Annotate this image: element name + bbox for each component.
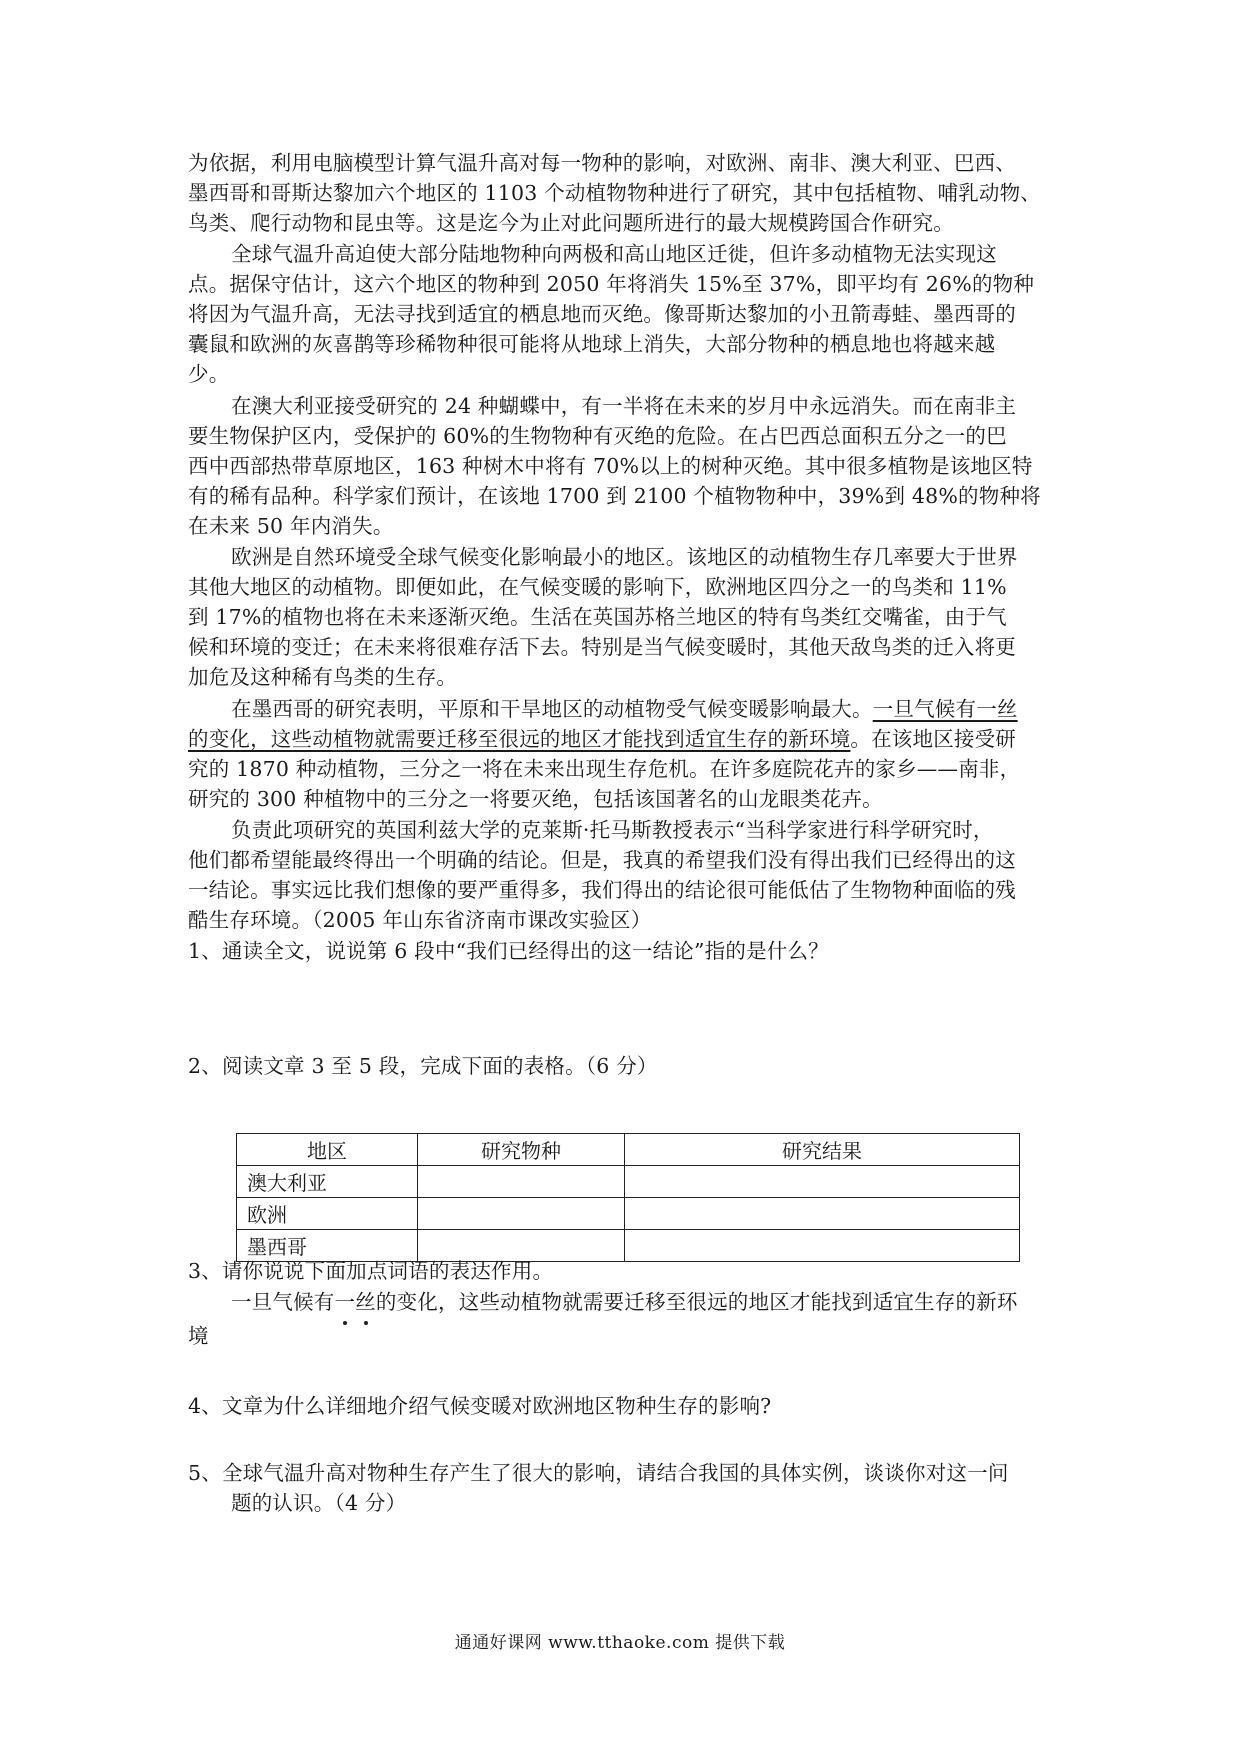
table-cell-region: 澳大利亚 [237, 1166, 418, 1198]
dotted-word-char: 丝 [355, 1287, 376, 1317]
table-header-cell: 研究结果 [625, 1134, 1020, 1166]
paragraph-5-text: 在墨西哥的研究表明，平原和干旱地区的动植物受气候变暖影响最大。 [231, 697, 873, 721]
paragraph-3-line-1: 在澳大利亚接受研究的 24 种蝴蝶中，有一半将在未来的岁月中永远消失。而在南非主 [231, 394, 1017, 418]
paragraph-1-line-3: 鸟类、爬行动物和昆虫等。这是迄今为止对此问题所进行的最大规模跨国合作研究。 [188, 211, 954, 235]
paragraph-3-line-3: 西中西部热带草原地区，163 种树木中将有 70%以上的树种灭绝。其中很多植物是该地区特 [188, 454, 1033, 478]
question-3-text: 的变化，这些动植物就需要迁移至很远的地区才能找到适宜生存的新环 [375, 1290, 1018, 1314]
answer-table [236, 1133, 1020, 1262]
paragraph-4-line-2: 其他大地区的动植物。即便如此，在气候变暖的影响下，欧洲地区四分之一的鸟类和 11% [188, 575, 1007, 599]
paragraph-6-line-2: 他们都希望能最终得出一个明确的结论。但是，我真的希望我们没有得出我们已经得出的这 [188, 848, 1016, 872]
paragraph-5-line-1 [231, 694, 1058, 724]
question-1: 1、通读全文，说说第 6 段中“我们已经得出的这一结论”指的是什么？ [188, 939, 829, 963]
table-header-cell: 地区 [237, 1134, 418, 1166]
paragraph-2-line-3: 将因为气温升高，无法寻找到适宜的栖息地而灭绝。像哥斯达黎加的小丑箭毒蛙、墨西哥的 [188, 302, 1016, 326]
paragraph-5-text: 。在该地区接受研 [850, 727, 1017, 751]
paragraph-1-line-2: 墨西哥和哥斯达黎加六个地区的 1103 个动植物物种进行了研究，其中包括植物、哺乳动物、 [188, 181, 1042, 205]
paragraph-2-line-1: 全球气温升高迫使大部分陆地物种向两极和高山地区迁徙，但许多动植物无法实现这 [231, 242, 997, 266]
table-cell-result[interactable] [625, 1198, 1020, 1230]
page-footer: 通通好课网 www.tthaoke.com 提供下载 [454, 1633, 786, 1653]
table-cell-species[interactable] [418, 1166, 625, 1198]
paragraph-6-line-3: 一结论。事实远比我们想像的要严重得多，我们得出的结论很可能低估了生物物种面临的残 [188, 878, 1016, 902]
paragraph-6-line-4: 酷生存环境。（2005 年山东省济南市课改实验区） [188, 908, 652, 932]
table-header-cell: 研究物种 [418, 1134, 625, 1166]
paragraph-6-line-1: 负责此项研究的英国利兹大学的克莱斯·托马斯教授表示“当科学家进行科学研究时， [231, 818, 994, 842]
paragraph-4-line-3: 到 17%的植物也将在未来逐渐灭绝。生活在英国苏格兰地区的特有鸟类红交嘴雀，由于气 [188, 605, 1007, 629]
paragraph-2-line-4: 囊鼠和欧洲的灰喜鹊等珍稀物种很可能将从地球上消失，大部分物种的栖息地也将越来越 [188, 332, 996, 356]
question-3: 3、请你说说下面加点词语的表达作用。 [188, 1259, 554, 1283]
paragraph-4-line-1: 欧洲是自然环境受全球气候变化影响最小的地区。该地区的动植物生存几率要大于世界 [231, 545, 1018, 569]
table-cell-species[interactable] [418, 1198, 625, 1230]
paragraph-1-line-1: 为依据，利用电脑模型计算气温升高对每一物种的影响，对欧洲、南非、澳大利亚、巴西、 [188, 151, 1016, 175]
paragraph-3-line-4: 有的稀有品种。科学家们预计，在该地 1700 到 2100 个植物物种中，39%到 48%的物种将 [188, 484, 1041, 508]
paragraph-2-line-5: 少。 [188, 362, 230, 386]
question-5-line-2: 题的认识。（4 分） [231, 1491, 407, 1515]
dotted-word-char: 一 [335, 1287, 356, 1317]
paragraph-4-line-5: 加危及这种稀有鸟类的生存。 [188, 665, 458, 689]
question-3-sentence [231, 1287, 1058, 1317]
paragraph-3-line-5: 在未来 50 年内消失。 [188, 514, 394, 538]
question-3-sentence-end: 境 [188, 1324, 209, 1348]
paragraph-5-line-4: 研究的 300 种植物中的三分之一将要灭绝，包括该国著名的山龙眼类花卉。 [188, 787, 883, 811]
table-row [237, 1198, 1020, 1230]
underlined-sentence-end: 的变化，这些动植物就需要迁移至很远的地区才能找到适宜生存的新环境 [188, 727, 851, 751]
question-4: 4、文章为什么详细地介绍气候变暖对欧洲地区物种生存的影响? [188, 1394, 772, 1418]
paragraph-2-line-2: 点。据保守估计，这六个地区的物种到 2050 年将消失 15%至 37%，即平均有 26%的物种 [188, 272, 1035, 296]
table-header-row [237, 1134, 1020, 1166]
underlined-sentence-start: 一旦气候有一丝 [872, 697, 1018, 721]
question-3-text: 一旦气候有 [231, 1290, 335, 1314]
question-2: 2、阅读文章 3 至 5 段，完成下面的表格。（6 分） [188, 1054, 658, 1078]
question-5-line-1: 5、全球气温升高对物种生存产生了很大的影响，请结合我国的具体实例，谈谈你对这一问 [188, 1461, 1009, 1485]
table-cell-region: 墨西哥 [237, 1230, 418, 1262]
paragraph-3-line-2: 要生物保护区内，受保护的 60%的生物物种有灭绝的危险。在占巴西总面积五分之一的巴 [188, 424, 1007, 448]
table-cell-result[interactable] [625, 1166, 1020, 1198]
paragraph-4-line-4: 候和环境的变迁；在未来将很难存活下去。特别是当气候变暖时，其他天敌鸟类的迁入将更 [188, 635, 1016, 659]
paragraph-5-line-2 [188, 724, 1058, 754]
table-cell-region: 欧洲 [237, 1198, 418, 1230]
paragraph-5-line-3: 究的 1870 种动植物，三分之一将在未来出现生存危机。在许多庭院花卉的家乡——南非， [188, 757, 1021, 781]
table-row [237, 1166, 1020, 1198]
